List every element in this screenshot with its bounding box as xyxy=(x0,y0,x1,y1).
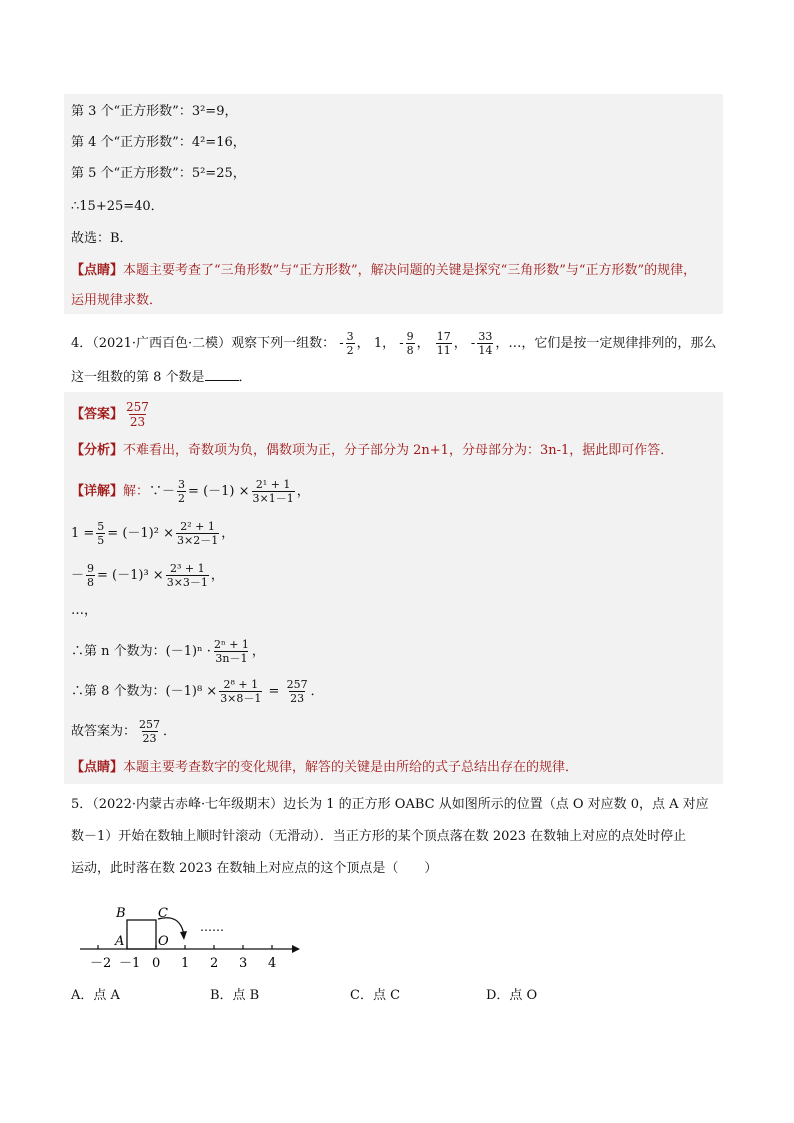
q4-comment xyxy=(71,759,578,777)
comment-text: 本题主要考查了“三角形数”与“正方形数”，解决问题的关键是探究“三角形数”与“正方形数”的规律， xyxy=(123,263,697,278)
comment-text: 本题主要考查数字的变化规律，解答的关键是由所给的式子总结出存在的规律． xyxy=(123,760,579,775)
q4-eq-2: 1 = $\frac{5}{5}$ = (－1)² × $\frac{\text{2² + 1}}{3\times 2-1}$ ， xyxy=(71,520,235,547)
prev-line-4: ∴15+25=40． xyxy=(71,199,164,214)
analysis-text: 不难看出，奇数项为负，偶数项为正，分子部分为 2n+1，分母部分为：3n-1，据此即可作答． xyxy=(123,443,674,458)
tick-label: 4 xyxy=(268,956,277,971)
vertex-label-o: O xyxy=(158,934,169,949)
option-b: B．点 B xyxy=(210,988,260,1003)
tick-label: －2 xyxy=(90,956,112,971)
q4-nth-term: ∴第 n 个数为：(－1)ⁿ · $\frac{\text{2ⁿ + 1}}{3n-1}$ ， xyxy=(71,638,265,665)
tick-label: 3 xyxy=(239,956,248,971)
q4-term-2: 1 xyxy=(373,336,383,351)
vertex-label-a: A xyxy=(115,934,125,949)
tick-label: 0 xyxy=(152,956,161,971)
prev-line-1: 第 3 个“正方形数”：3²=9， xyxy=(71,104,238,119)
comment-tag: 【点睛】 xyxy=(71,760,124,775)
q4-term-4: $\frac{17}{11}$ xyxy=(436,330,451,357)
q4-analysis xyxy=(71,442,673,460)
comment-tag: 【点睛】 xyxy=(71,263,124,278)
q4-eq-3: － $\frac{9}{8}$ = (－1)³ × $\frac{\text{2³ + 1}}{3\times 3-1}$ ， xyxy=(71,562,224,589)
prev-line-3: 第 5 个“正方形数”：5²=25， xyxy=(71,166,246,181)
option-a: A．点 A xyxy=(71,988,120,1003)
q5-line-2: 数－1）开始在数轴上顺时针滚动（无滑动）．当正方形的某个顶点落在数 2023 在数轴上对应的点处时停止 xyxy=(71,829,687,844)
q4-term-5: - $\frac{33}{14}$ xyxy=(470,330,493,357)
detail-tag: 【详解】 xyxy=(71,484,124,499)
q4-number: 4．（2021·广西百色·二模）观察下列一组数： xyxy=(71,336,336,351)
answer-blank xyxy=(205,368,239,381)
number-line-figure xyxy=(70,895,310,975)
q4-tail: ，…，它们是按一定规律排列的，那么 xyxy=(495,336,717,351)
axis-arrow xyxy=(292,945,300,953)
option-d: D．点 O xyxy=(486,988,538,1003)
rotation-arrowhead xyxy=(180,931,187,940)
answer-fraction: $\frac{257}{23}$ xyxy=(126,400,149,429)
q4-question: 4．（2021·广西百色·二模）观察下列一组数： - $\frac{3}{2}$ ， 1， - $\frac{9}{8}$ ， $\frac{17}{11}$ ， - $\frac{33}{14}$ ，…，它们是按一定规律排列的，那么 xyxy=(71,330,717,357)
q4-eighth-term: ∴第 8 个数为：(－1)⁸ × $\frac{\text{2⁸ + 1}}{3\times 8-1}$ = $\frac{257}{23}$ ． xyxy=(71,678,324,705)
tick-label: 1 xyxy=(181,956,190,971)
analysis-tag: 【分析】 xyxy=(71,443,124,458)
answer-tag: 【答案】 xyxy=(71,407,124,422)
prev-line-2: 第 4 个“正方形数”：4²=16， xyxy=(71,135,246,150)
q4-answer xyxy=(71,400,152,429)
tick-label: 2 xyxy=(210,956,219,971)
vertex-label-b: B xyxy=(116,906,126,921)
q4-ellipsis: …， xyxy=(71,603,98,618)
square-oabc xyxy=(127,920,156,949)
prev-comment xyxy=(71,262,696,280)
q4-eq-1: 【详解】解：∵－ $\frac{3}{2}$ = (－1) × $\frac{\text{2¹ + 1}}{3\times 1-1}$ ， xyxy=(71,478,310,505)
continuation-dots: …… xyxy=(200,920,224,934)
prev-line-5: 故选：B． xyxy=(71,231,133,246)
q4-term-3: - $\frac{9}{8}$ xyxy=(399,330,414,357)
q4-term-1: - $\frac{3}{2}$ xyxy=(339,330,354,357)
option-c: C．点 C xyxy=(350,988,401,1003)
q4-final-answer: 故答案为： $\frac{257}{23}$ ． xyxy=(71,718,177,745)
q4-line-2: 这一组数的第 8 个数是 ． xyxy=(71,370,252,385)
q5-line-3: 运动，此时落在数 2023 在数轴上对应点的这个顶点是（ ） xyxy=(71,861,438,876)
vertex-label-c: C xyxy=(158,906,168,921)
q5-line-1: 5．（2022·内蒙古赤峰·七年级期末）边长为 1 的正方形 OABC 从如图所示的位置（点 O 对应数 0，点 A 对应 xyxy=(71,797,709,812)
tick-label: －1 xyxy=(119,956,141,971)
prev-comment-line-2: 运用规律求数． xyxy=(71,293,163,308)
